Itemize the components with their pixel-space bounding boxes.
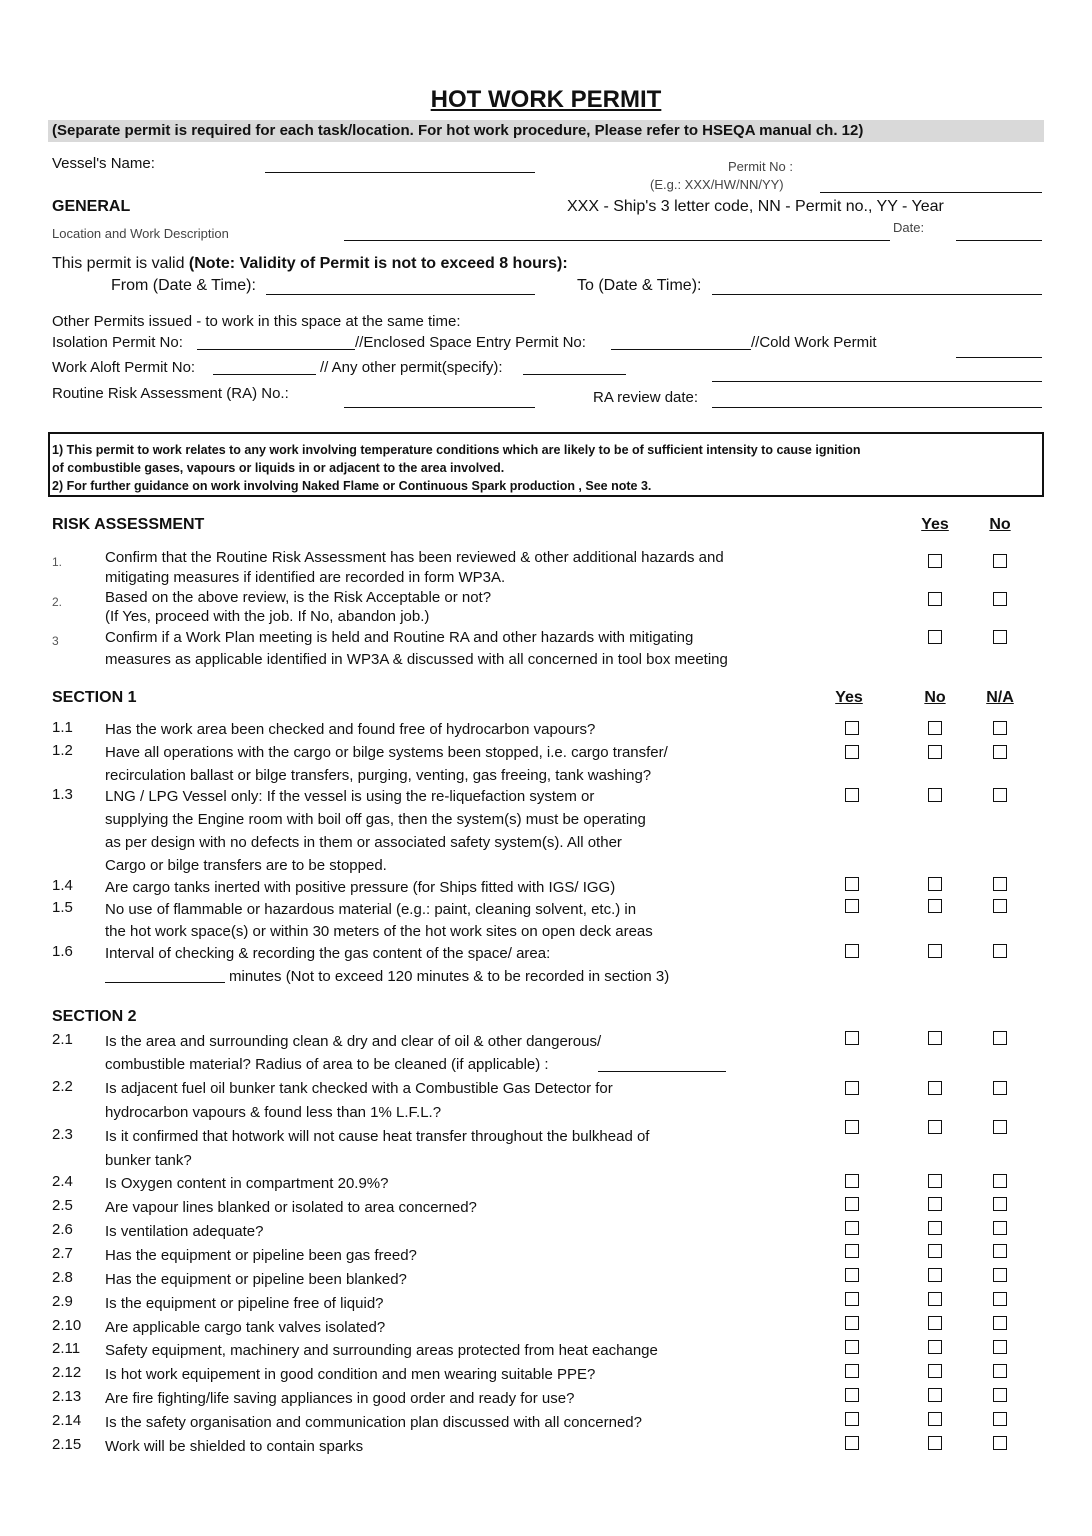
s2-8-no-checkbox[interactable] — [928, 1268, 942, 1282]
s2-15-na-checkbox[interactable] — [993, 1436, 1007, 1450]
s2-item-text: Has the equipment or pipeline been blanked? — [105, 1271, 407, 1288]
s2-5-na-checkbox[interactable] — [993, 1197, 1007, 1211]
ra-col-no: No — [989, 516, 1011, 533]
s1-6-na-checkbox[interactable] — [993, 944, 1007, 958]
s1-item-text: minutes (Not to exceed 120 minutes & to be recorded in section 3) — [229, 968, 670, 985]
work-aloft-label: Work Aloft Permit No: — [52, 359, 196, 376]
vessel-name-label: Vessel's Name: — [52, 155, 155, 172]
s2-10-no-checkbox[interactable] — [928, 1316, 942, 1330]
note-line: of combustible gases, vapours or liquids in or adjacent to the area involved. — [52, 461, 505, 475]
validity-line — [52, 255, 568, 273]
s2-item-num: 2.9 — [52, 1293, 73, 1310]
location-field[interactable] — [344, 240, 890, 241]
validity-prefix: This permit is valid — [52, 255, 189, 272]
s2-item-num: 2.10 — [52, 1317, 82, 1334]
s2-4-na-checkbox[interactable] — [993, 1174, 1007, 1188]
s1-2-no-checkbox[interactable] — [928, 745, 942, 759]
s2-item-text: Is adjacent fuel oil bunker tank checked with a Combustible Gas Detector for — [105, 1080, 613, 1097]
s1-item-text: LNG / LPG Vessel only: If the vessel is using the re-liquefaction system or — [105, 788, 595, 805]
s2-9-yes-checkbox[interactable] — [845, 1292, 859, 1306]
from-field[interactable] — [266, 294, 535, 295]
from-label: From (Date & Time): — [111, 277, 256, 294]
s1-item-text: Has the work area been checked and found free of hydrocarbon vapours? — [105, 721, 596, 738]
s2-1-na-checkbox[interactable] — [993, 1031, 1007, 1045]
enclosed-label: //Enclosed Space Entry Permit No: — [355, 334, 586, 351]
s1-item-num: 1.3 — [52, 786, 73, 803]
interval-minutes-field[interactable] — [105, 982, 225, 983]
s2-2-na-checkbox[interactable] — [993, 1081, 1007, 1095]
s2-15-yes-checkbox[interactable] — [845, 1436, 859, 1450]
ra-item-num: 2. — [52, 595, 63, 609]
s2-9-no-checkbox[interactable] — [928, 1292, 942, 1306]
validity-note: (Note: Validity of Permit is not to exceed 8 hours): — [188, 255, 568, 272]
permit-subtitle: (Separate permit is required for each task/location. For hot work procedure, Please refer to HSEQA manual ch. 12) — [48, 120, 1044, 142]
s1-5-no-checkbox[interactable] — [928, 899, 942, 913]
s2-4-yes-checkbox[interactable] — [845, 1174, 859, 1188]
s2-item-text: Is the equipment or pipeline free of liquid? — [105, 1295, 384, 1312]
s2-2-no-checkbox[interactable] — [928, 1081, 942, 1095]
permit-no-label: Permit No : — [728, 159, 794, 174]
s2-item-num: 2.2 — [52, 1078, 73, 1095]
s2-item-num: 2.1 — [52, 1031, 73, 1048]
s2-item-num: 2.8 — [52, 1269, 73, 1286]
s1-3-na-checkbox[interactable] — [993, 788, 1007, 802]
cold-work-label: //Cold Work Permit — [751, 334, 877, 351]
s1-item-text: recirculation ballast or bilge transfers, purging, venting, gas freeing, tank washing? — [105, 767, 652, 784]
s2-3-na-checkbox[interactable] — [993, 1120, 1007, 1134]
ra-item-text-3a: Confirm if a Work Plan meeting is held and Routine RA and other hazards with mitigating — [105, 629, 694, 646]
ra-item-text-1b: mitigating measures if identified are recorded in form WP3A. — [105, 569, 506, 586]
s2-item-text: Is ventilation adequate? — [105, 1223, 264, 1240]
s2-7-yes-checkbox[interactable] — [845, 1244, 859, 1258]
s2-7-na-checkbox[interactable] — [993, 1244, 1007, 1258]
to-field[interactable] — [712, 294, 1042, 295]
s1-6-no-checkbox[interactable] — [928, 944, 942, 958]
s2-12-na-checkbox[interactable] — [993, 1364, 1007, 1378]
ra-item-text-2a: Based on the above review, is the Risk Acceptable or not? — [105, 589, 492, 606]
s2-item-text: Is it confirmed that hotwork will not cause heat transfer throughout the bulkhead of — [105, 1128, 650, 1145]
s2-8-na-checkbox[interactable] — [993, 1268, 1007, 1282]
s2-12-no-checkbox[interactable] — [928, 1364, 942, 1378]
date-label: Date: — [893, 220, 925, 235]
s2-item-num: 2.6 — [52, 1221, 73, 1238]
ra-review-label: RA review date: — [593, 389, 699, 406]
s2-item-text: Are applicable cargo tank valves isolated? — [105, 1319, 386, 1336]
s2-11-yes-checkbox[interactable] — [845, 1340, 859, 1354]
s1-item-text: Are cargo tanks inerted with positive pressure (for Ships fitted with IGS/ IGG) — [105, 879, 616, 896]
s2-11-na-checkbox[interactable] — [993, 1340, 1007, 1354]
page-title: HOT WORK PERMIT — [430, 86, 662, 113]
s2-7-no-checkbox[interactable] — [928, 1244, 942, 1258]
s2-1-yes-checkbox[interactable] — [845, 1031, 859, 1045]
s1-5-na-checkbox[interactable] — [993, 899, 1007, 913]
s1-col-na: N/A — [986, 689, 1014, 706]
ra-2-yes-checkbox[interactable] — [928, 592, 942, 606]
ra-item-text-2b: (If Yes, proceed with the job. If No, abandon job.) — [105, 608, 430, 625]
s2-item-num: 2.11 — [52, 1340, 81, 1357]
ra-item-text-3b: measures as applicable identified in WP3A & discussed with all concerned in tool box meeting — [105, 651, 728, 668]
s1-item-text: as per design with no defects in them or associated safety system(s). All other — [105, 834, 622, 851]
s2-8-yes-checkbox[interactable] — [845, 1268, 859, 1282]
s2-5-yes-checkbox[interactable] — [845, 1197, 859, 1211]
s1-item-num: 1.6 — [52, 943, 73, 960]
s1-item-text: Interval of checking & recording the gas content of the space/ area: — [105, 945, 551, 962]
ra-item-num: 1. — [52, 555, 63, 569]
s2-2-yes-checkbox[interactable] — [845, 1081, 859, 1095]
s1-item-text: Have all operations with the cargo or bilge systems been stopped, i.e. cargo transfer/ — [105, 744, 668, 761]
s2-item-num: 2.13 — [52, 1388, 82, 1405]
s1-4-na-checkbox[interactable] — [993, 877, 1007, 891]
s1-col-yes: Yes — [835, 689, 863, 706]
ra-2-no-checkbox[interactable] — [993, 592, 1007, 606]
s1-2-yes-checkbox[interactable] — [845, 745, 859, 759]
ra-1-no-checkbox[interactable] — [993, 554, 1007, 568]
s2-1-no-checkbox[interactable] — [928, 1031, 942, 1045]
ra-no-field[interactable] — [344, 407, 535, 408]
s1-col-no: No — [924, 689, 946, 706]
s2-item-num: 2.14 — [52, 1412, 82, 1429]
note-line: 1) This permit to work relates to any work involving temperature conditions which are likely to be of sufficient intensity to cause ignition — [52, 443, 861, 457]
s2-item-num: 2.12 — [52, 1364, 82, 1381]
s2-item-text: Are vapour lines blanked or isolated to area concerned? — [105, 1199, 477, 1216]
s2-item-text: Safety equipment, machinery and surrounding areas protected from heat eachange — [105, 1342, 658, 1359]
note-line: 2) For further guidance on work involving Naked Flame or Continuous Spark production , See note 3. — [52, 479, 652, 493]
s2-3-yes-checkbox[interactable] — [845, 1120, 859, 1134]
s2-14-no-checkbox[interactable] — [928, 1412, 942, 1426]
s2-item-num: 2.15 — [52, 1436, 82, 1453]
s2-10-na-checkbox[interactable] — [993, 1316, 1007, 1330]
location-label: Location and Work Description — [52, 226, 229, 241]
s2-11-no-checkbox[interactable] — [928, 1340, 942, 1354]
s1-1-yes-checkbox[interactable] — [845, 721, 859, 735]
s1-6-yes-checkbox[interactable] — [845, 944, 859, 958]
ra-1-yes-checkbox[interactable] — [928, 554, 942, 568]
s2-item-text: Work will be shielded to contain sparks — [105, 1438, 364, 1455]
ra-item-num: 3 — [52, 634, 59, 648]
risk-assessment-heading: RISK ASSESSMENT — [52, 516, 205, 533]
section2-heading: SECTION 2 — [52, 1008, 137, 1025]
enclosed-field[interactable] — [611, 349, 751, 350]
s1-item-num: 1.4 — [52, 877, 73, 894]
s1-1-no-checkbox[interactable] — [928, 721, 942, 735]
general-heading: GENERAL — [52, 198, 131, 215]
s2-item-text: hydrocarbon vapours & found less than 1% L.F.L.? — [105, 1104, 442, 1121]
s1-5-yes-checkbox[interactable] — [845, 899, 859, 913]
ra-col-yes: Yes — [921, 516, 949, 533]
s2-item-num: 2.3 — [52, 1126, 73, 1143]
ra-item-text-1a: Confirm that the Routine Risk Assessment has been reviewed & other additional hazards and — [105, 549, 724, 566]
section1-heading: SECTION 1 — [52, 689, 137, 706]
s1-3-no-checkbox[interactable] — [928, 788, 942, 802]
ra-review-field[interactable] — [712, 407, 1042, 408]
vessel-name-field[interactable] — [265, 172, 535, 173]
s2-12-yes-checkbox[interactable] — [845, 1364, 859, 1378]
cold-work-field[interactable] — [956, 357, 1042, 358]
s1-item-num: 1.2 — [52, 742, 73, 759]
work-aloft-field[interactable] — [213, 374, 316, 375]
radius-field[interactable] — [598, 1071, 726, 1072]
s2-15-no-checkbox[interactable] — [928, 1436, 942, 1450]
s2-3-no-checkbox[interactable] — [928, 1120, 942, 1134]
s2-9-na-checkbox[interactable] — [993, 1292, 1007, 1306]
isolation-field[interactable] — [197, 349, 355, 350]
s1-4-no-checkbox[interactable] — [928, 877, 942, 891]
to-label: To (Date & Time): — [577, 277, 702, 294]
date-field[interactable] — [956, 240, 1042, 241]
any-other-extra-field[interactable] — [712, 381, 1042, 382]
s2-14-na-checkbox[interactable] — [993, 1412, 1007, 1426]
code-explanation: XXX - Ship's 3 letter code, NN - Permit no., YY - Year — [567, 198, 944, 215]
permit-no-example: (E.g.: XXX/HW/NN/YY) — [650, 177, 784, 192]
s1-item-text: supplying the Engine room with boil off gas, then the system(s) must be operating — [105, 811, 646, 828]
s2-14-yes-checkbox[interactable] — [845, 1412, 859, 1426]
s2-item-text: Is the safety organisation and communication plan discussed with all concerned? — [105, 1414, 642, 1431]
s2-13-yes-checkbox[interactable] — [845, 1388, 859, 1402]
ra-3-yes-checkbox[interactable] — [928, 630, 942, 644]
s2-4-no-checkbox[interactable] — [928, 1174, 942, 1188]
permit-no-field[interactable] — [820, 192, 1042, 193]
any-other-label: // Any other permit(specify): — [320, 359, 503, 376]
s2-item-num: 2.5 — [52, 1197, 73, 1214]
s2-6-no-checkbox[interactable] — [928, 1221, 942, 1235]
s2-item-text: Is the area and surrounding clean & dry and clear of oil & other dangerous/ — [105, 1033, 602, 1050]
s1-item-text: No use of flammable or hazardous material (e.g.: paint, cleaning solvent, etc.) in — [105, 901, 637, 918]
s2-item-text: Is Oxygen content in compartment 20.9%? — [105, 1175, 389, 1192]
s2-item-text: Are fire fighting/life saving appliances in good order and ready for use? — [105, 1390, 575, 1407]
isolation-label: Isolation Permit No: — [52, 334, 183, 351]
s1-item-text: Cargo or bilge transfers are to be stopped. — [105, 857, 387, 874]
notes-box — [48, 432, 1044, 497]
s1-4-yes-checkbox[interactable] — [845, 877, 859, 891]
s2-item-text: Is hot work equipement in good condition and men wearing suitable PPE? — [105, 1366, 596, 1383]
s2-13-na-checkbox[interactable] — [993, 1388, 1007, 1402]
s2-13-no-checkbox[interactable] — [928, 1388, 942, 1402]
s2-item-text: bunker tank? — [105, 1152, 192, 1169]
ra-3-no-checkbox[interactable] — [993, 630, 1007, 644]
s2-item-num: 2.4 — [52, 1173, 73, 1190]
any-other-field[interactable] — [523, 374, 626, 375]
ra-no-label: Routine Risk Assessment (RA) No.: — [52, 385, 289, 402]
s2-5-no-checkbox[interactable] — [928, 1197, 942, 1211]
s2-6-na-checkbox[interactable] — [993, 1221, 1007, 1235]
s1-3-yes-checkbox[interactable] — [845, 788, 859, 802]
s1-item-num: 1.5 — [52, 899, 73, 916]
s2-item-text: combustible material? Radius of area to be cleaned (if applicable) : — [105, 1056, 549, 1073]
s1-1-na-checkbox[interactable] — [993, 721, 1007, 735]
s1-item-num: 1.1 — [52, 719, 73, 736]
other-permits-label: Other Permits issued - to work in this space at the same time: — [52, 313, 461, 330]
s2-item-text: Has the equipment or pipeline been gas freed? — [105, 1247, 417, 1264]
s1-2-na-checkbox[interactable] — [993, 745, 1007, 759]
s2-item-num: 2.7 — [52, 1245, 73, 1262]
s2-10-yes-checkbox[interactable] — [845, 1316, 859, 1330]
s1-item-text: the hot work space(s) or within 30 meters of the hot work sites on open deck areas — [105, 923, 653, 940]
s2-6-yes-checkbox[interactable] — [845, 1221, 859, 1235]
